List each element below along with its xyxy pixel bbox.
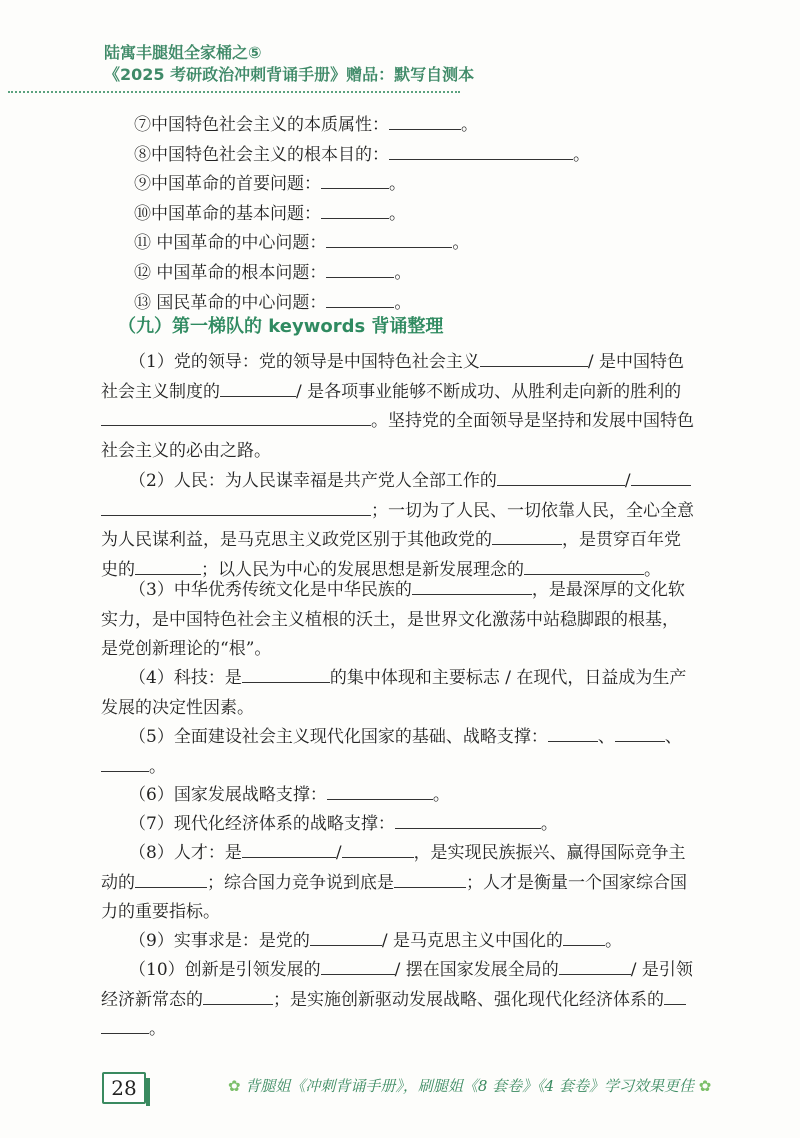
answer-blank[interactable]	[101, 754, 149, 772]
section-title: （九）第一梯队的 keywords 背诵整理	[118, 316, 444, 337]
list-item: ⑦中国特色社会主义的本质属性： 。	[134, 111, 590, 141]
item-text: ⑦中国特色社会主义的本质属性：	[134, 115, 389, 135]
answer-blank[interactable]	[220, 379, 296, 397]
list-item: ⑫ 中国革命的根本问题： 。	[134, 259, 590, 289]
answer-blank[interactable]	[559, 957, 631, 975]
answer-blank[interactable]	[101, 1016, 149, 1034]
paragraph-8: （8）人才：是 / ，是实现民族振兴、赢得国际竞争主 动的 ；综合国力竞争说到底是 ；人才是衡量一个国家综合国 力的重要指标。	[101, 839, 725, 928]
flower-icon: ✿	[698, 1077, 712, 1095]
answer-blank[interactable]	[389, 112, 461, 130]
answer-blank[interactable]	[321, 201, 389, 219]
list-item: ⑬ 国民革命的中心问题： 。	[134, 289, 590, 319]
answer-blank[interactable]	[563, 928, 605, 946]
paragraph-7: （7）现代化经济体系的战略支撑： 。	[101, 810, 725, 840]
answer-blank[interactable]	[548, 724, 598, 742]
list-item: ⑨中国革命的首要问题： 。	[134, 170, 590, 200]
answer-blank[interactable]	[321, 171, 389, 189]
answer-blank[interactable]	[135, 557, 201, 575]
footer-promo	[228, 1075, 711, 1096]
answer-blank[interactable]	[242, 840, 336, 858]
answer-blank[interactable]	[101, 498, 371, 516]
paragraph-2: （2）人民：为人民谋幸福是共产党人全部工作的 / ；一切为了人民、一切依靠人民，全心全意 为人民谋利益，是马克思主义政党区别于其他政党的 ，是贯穿百年党 史的 ；以人民为中心的发展思想是新发展理念的 。	[101, 467, 725, 585]
answer-blank[interactable]	[615, 724, 665, 742]
answer-blank[interactable]	[631, 468, 691, 486]
answer-blank[interactable]	[326, 230, 452, 248]
page-number: 28	[102, 1072, 146, 1104]
footer-text: 背腿姐《冲刺背诵手册》，刷腿姐《8 套卷》《4 套卷》学习效果更佳	[245, 1077, 694, 1095]
header-series-title: 陆寓丰腿姐全家桶之⑤	[104, 43, 262, 62]
answer-blank[interactable]	[310, 928, 382, 946]
answer-blank[interactable]	[242, 665, 330, 683]
answer-blank[interactable]	[497, 468, 625, 486]
answer-blank[interactable]	[203, 987, 273, 1005]
paragraph-1: （1）党的领导：党的领导是中国特色社会主义 / 是中国特色 社会主义制度的 / 是各项事业能够不断成功、从胜利走向新的胜利的 。坚持党的全面领导是坚持和发展中国特色 社会主义的必由之路。	[101, 348, 725, 466]
item-text: ⑪ 中国革命的中心问题：	[134, 233, 327, 254]
paragraph-9: （9）实事求是：是党的 / 是马克思主义中国化的 。	[101, 927, 725, 957]
item-text: ⑬ 国民革命的中心问题：	[134, 292, 327, 313]
answer-blank[interactable]	[412, 577, 532, 595]
answer-blank[interactable]	[524, 557, 644, 575]
list-item: ⑪ 中国革命的中心问题： 。	[134, 229, 590, 259]
answer-blank[interactable]	[395, 811, 541, 829]
list-item: ⑧中国特色社会主义的根本目的： 。	[134, 141, 590, 171]
answer-blank[interactable]	[326, 260, 394, 278]
item-text: ⑫ 中国革命的根本问题：	[134, 262, 327, 283]
answer-blank[interactable]	[135, 870, 207, 888]
answer-blank[interactable]	[326, 290, 394, 308]
paragraph-3: （3）中华优秀传统文化是中华民族的 ，是最深厚的文化软 实力，是中国特色社会主义植根的沃土，是世界文化激荡中站稳脚跟的根基， 是党创新理论的“根”。	[101, 576, 725, 665]
paragraph-4: （4）科技：是 的集中体现和主要标志 / 在现代，日益成为生产 发展的决定性因素。	[101, 664, 725, 723]
paragraph-6: （6）国家发展战略支撑： 。	[101, 781, 725, 811]
answer-blank[interactable]	[342, 840, 414, 858]
page-header	[104, 42, 474, 86]
list-item: ⑩中国革命的基本问题： 。	[134, 200, 590, 230]
answer-blank[interactable]	[101, 408, 371, 426]
numbered-list	[134, 111, 590, 318]
answer-blank[interactable]	[321, 957, 395, 975]
paragraph-5: （5）全面建设社会主义现代化国家的基础、战略支撑： 、 、 。	[101, 723, 725, 782]
answer-blank[interactable]	[327, 782, 433, 800]
header-dotted-divider	[8, 91, 460, 93]
item-text: ⑧中国特色社会主义的根本目的：	[134, 144, 389, 165]
flower-icon: ✿	[228, 1077, 241, 1095]
answer-blank[interactable]	[664, 987, 686, 1005]
item-text: ⑩中国革命的基本问题：	[134, 203, 321, 224]
header-book-title: 《2025 考研政治冲刺背诵手册》赠品：默写自测本	[104, 65, 475, 84]
answer-blank[interactable]	[389, 142, 573, 160]
answer-blank[interactable]	[492, 527, 562, 545]
page-footer	[0, 1066, 800, 1106]
paragraph-10: （10）创新是引领发展的 / 摆在国家发展全局的 / 是引领 经济新常态的 ；是实施创新驱动发展战略、强化现代化经济体系的 。	[101, 956, 725, 1045]
answer-blank[interactable]	[394, 870, 466, 888]
answer-blank[interactable]	[480, 349, 588, 367]
item-text: ⑨中国革命的首要问题：	[134, 174, 321, 195]
